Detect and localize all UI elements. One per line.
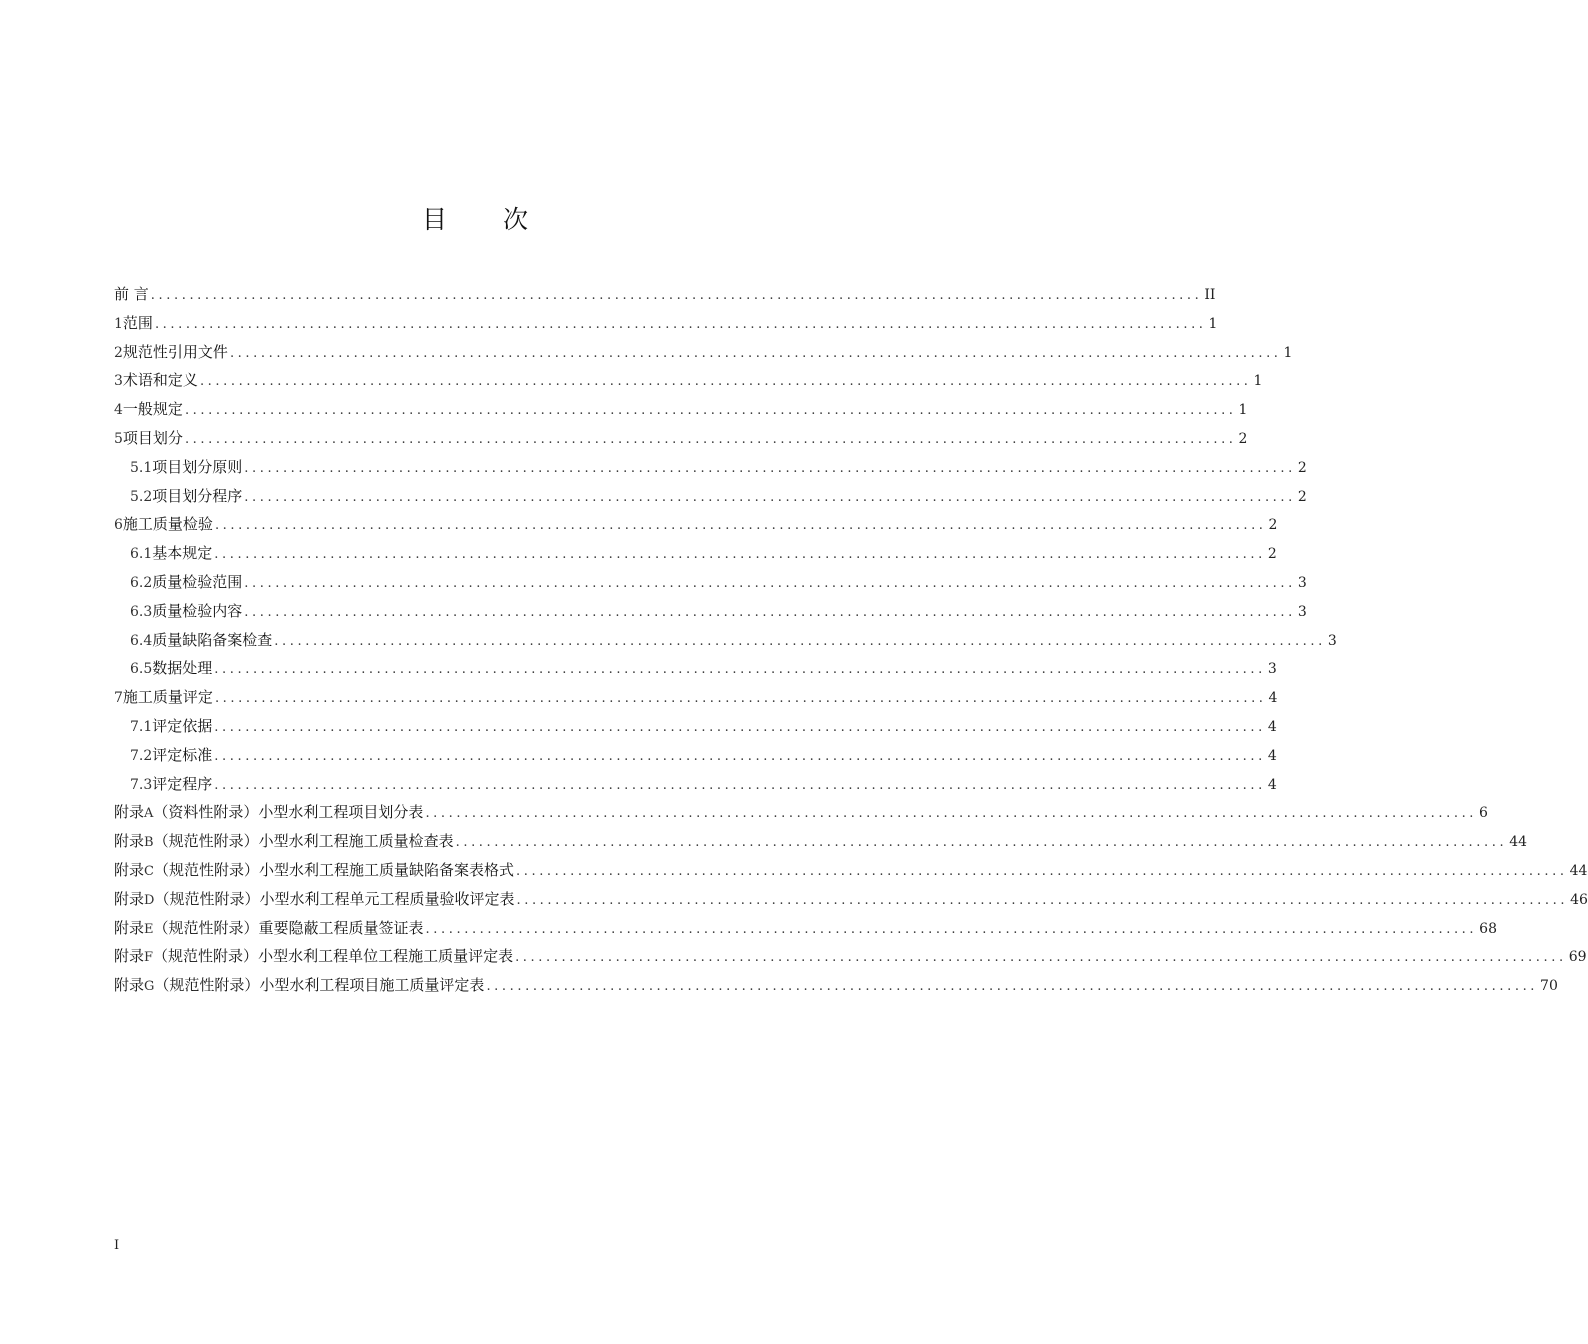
appendix-letter: G (144, 979, 155, 995)
toc-leader-dots: ........................................................................................................................................ (515, 950, 1567, 966)
toc-entry-label: 施工质量检验 (122, 515, 213, 534)
toc-page-number: 2 (1238, 430, 1248, 447)
toc-leader-dots: ........................................................................................................................................ (214, 662, 1266, 678)
toc-entry-number: 6.1 (130, 546, 153, 563)
toc-entry-label: 小型水利工程项目划分表 (258, 803, 424, 822)
toc-entry-label: 数据处理 (152, 659, 213, 678)
toc-leader-dots: ........................................................................................................................................ (244, 489, 1296, 505)
appendix-kind: （规范性附录） (153, 860, 259, 879)
appendix-prefix: 附录 (114, 889, 145, 908)
toc-entry-number: 7.1 (130, 718, 153, 735)
toc-entry-6[interactable] (114, 510, 1278, 539)
toc-leader-dots: ........................................................................................................................................ (214, 691, 1267, 707)
appendix-prefix: 附录 (114, 918, 145, 937)
toc-entry-4[interactable] (114, 395, 1248, 424)
toc-entry-number: 6.3 (130, 603, 153, 620)
toc-leader-dots: ........................................................................................................................................ (274, 633, 1326, 649)
toc-leader-dots: ........................................................................................................................................ (244, 460, 1296, 476)
toc-page-number: 2 (1268, 517, 1278, 534)
toc-entry-number: 5 (114, 430, 123, 447)
toc-entry-number: 5.1 (130, 459, 153, 476)
toc-entry-5[interactable] (114, 424, 1248, 453)
appendix-designation (114, 856, 259, 887)
toc-page-number: 3 (1297, 603, 1307, 620)
toc-entry-label: 一般规定 (122, 400, 183, 419)
toc-page-number: 44 (1509, 834, 1528, 851)
appendix-prefix: 附录 (114, 803, 145, 822)
toc-leader-dots: ........................................................................................................................................ (486, 979, 1539, 995)
toc-entry-label: 小型水利工程单位工程施工质量评定表 (258, 947, 514, 966)
toc-entry-number: 6.4 (130, 632, 153, 649)
toc-page-number: 2 (1267, 546, 1277, 563)
appendix-kind: （规范性附录） (153, 918, 259, 937)
toc-entry-6-2[interactable] (114, 568, 1307, 597)
toc-page-number: II (1204, 287, 1216, 303)
toc-page-number: 1 (1253, 373, 1263, 390)
toc-page-number: 44 (1569, 862, 1588, 879)
toc-entry-label: 施工质量评定 (122, 688, 213, 707)
appendix-kind: （资料性附录） (153, 803, 259, 822)
toc-entry-7-3[interactable] (114, 770, 1277, 799)
toc-leader-dots: ........................................................................................................................................ (199, 374, 1252, 390)
toc-page-number: 4 (1267, 776, 1277, 793)
page-title: 目 次 (422, 205, 552, 234)
toc-leader-dots: ........................................................................................................................................ (214, 748, 1266, 764)
toc-page-number: 4 (1267, 718, 1277, 735)
toc-entry-label: 项目划分原则 (152, 457, 243, 476)
toc-entry-2[interactable] (114, 338, 1293, 367)
toc-entry-label: 术语和定义 (122, 371, 198, 390)
toc-appendix-b[interactable] (114, 827, 1528, 856)
toc-entry-label: 评定依据 (152, 716, 213, 735)
toc-page-number: 2 (1297, 459, 1307, 476)
toc-entry-label: 小型水利工程施工质量检查表 (258, 832, 454, 851)
toc-leader-dots: ........................................................................................................................................ (154, 316, 1207, 332)
appendix-designation (114, 942, 258, 973)
appendix-kind: （规范性附录） (153, 947, 259, 966)
toc-entry-6-4[interactable] (114, 626, 1337, 655)
appendix-kind: （规范性附录） (153, 832, 259, 851)
toc-appendix-d[interactable] (114, 885, 1588, 914)
toc-entry-label: 范围 (122, 313, 153, 332)
toc-page-number: 3 (1327, 632, 1337, 649)
toc-entry-label: 基本规定 (152, 544, 213, 563)
toc-leader-dots: ........................................................................................................................................ (214, 777, 1266, 793)
toc-leader-dots: ........................................................................................................................................ (516, 863, 1568, 879)
toc-page-number: 70 (1540, 978, 1558, 995)
toc-entry-label: 小型水利工程单元工程质量验收评定表 (259, 889, 515, 908)
toc-leader-dots: ........................................................................................................................................ (184, 431, 1237, 447)
toc-entry-7-2[interactable] (114, 741, 1277, 770)
toc-appendix-g[interactable] (114, 971, 1558, 1000)
toc-entry-number: 2 (114, 344, 123, 361)
toc-entry-number: 6.2 (130, 574, 153, 591)
toc-leader-dots: ........................................................................................................................................ (150, 288, 1203, 303)
appendix-designation (114, 971, 259, 1002)
toc-entry-label: 重要隐蔽工程质量签证表 (258, 918, 424, 937)
appendix-letter: F (144, 950, 154, 966)
appendix-prefix: 附录 (114, 860, 145, 879)
toc-leader-dots: ........................................................................................................................................ (455, 835, 1508, 851)
toc-appendix-e[interactable] (114, 914, 1497, 943)
toc-entry-label: 质量检验范围 (152, 572, 243, 591)
toc-page-number: 69 (1568, 949, 1587, 966)
toc-entry-5-2[interactable] (114, 482, 1307, 511)
toc-leader-dots: ........................................................................................................................................ (214, 547, 1266, 563)
toc-entry-label: 评定标准 (152, 745, 213, 764)
toc-entry-number: 1 (114, 315, 123, 332)
toc-appendix-c[interactable] (114, 856, 1588, 885)
toc-page-number: 1 (1208, 315, 1218, 332)
toc-entry-label: 质量检验内容 (152, 601, 243, 620)
toc-entry-number: 6.5 (130, 661, 153, 678)
appendix-letter: B (144, 835, 154, 851)
appendix-letter: D (144, 892, 155, 908)
toc-leader-dots: ........................................................................................................................................ (214, 518, 1267, 534)
toc-leader-dots: ........................................................................................................................................ (425, 806, 1478, 822)
appendix-designation (114, 798, 258, 829)
toc-page-number: 4 (1268, 690, 1278, 707)
toc-entry-number: 7.2 (130, 747, 153, 764)
appendix-prefix: 附录 (114, 976, 145, 995)
toc-leader-dots: ........................................................................................................................................ (425, 921, 1478, 937)
toc-page-number: 6 (1479, 805, 1488, 822)
toc-entry-number: 3 (114, 373, 123, 390)
appendix-designation (114, 885, 259, 916)
toc-page-number: 1 (1238, 402, 1248, 419)
toc-entry-label: 项目划分程序 (152, 486, 243, 505)
toc-leader-dots: ........................................................................................................................................ (214, 719, 1266, 735)
appendix-letter: A (144, 806, 154, 822)
toc-entry-number: 7 (114, 690, 123, 707)
toc-appendix-a[interactable] (114, 798, 1488, 827)
toc-entry-label: 小型水利工程项目施工质量评定表 (259, 976, 485, 995)
toc-entry-label: 规范性引用文件 (122, 342, 228, 361)
toc-entry-5-1[interactable] (114, 453, 1307, 482)
toc-leader-dots: ........................................................................................................................................ (244, 604, 1296, 620)
toc-entry-3[interactable] (114, 366, 1263, 395)
toc-page-number: 46 (1570, 891, 1588, 908)
toc-entry-7[interactable] (114, 683, 1278, 712)
appendix-letter: C (144, 863, 154, 879)
toc-page-number: 3 (1267, 661, 1277, 678)
toc-entry-label: 前 言 (114, 285, 149, 303)
table-of-contents (114, 280, 1588, 1000)
toc-leader-dots: ........................................................................................................................................ (184, 403, 1237, 419)
appendix-kind: （规范性附录） (154, 976, 260, 995)
toc-entry-number: 4 (114, 402, 123, 419)
toc-page-number: 2 (1297, 488, 1307, 505)
toc-entry-1[interactable] (114, 309, 1218, 338)
toc-entry-label: 质量缺陷备案检查 (152, 630, 273, 649)
footer-page-number: I (114, 1238, 120, 1253)
toc-entry-label: 项目划分 (122, 428, 183, 447)
toc-entry-7-1[interactable] (114, 712, 1277, 741)
toc-entry-number: 5.2 (130, 488, 153, 505)
appendix-kind: （规范性附录） (154, 889, 260, 908)
appendix-prefix: 附录 (114, 947, 145, 966)
toc-leader-dots: ........................................................................................................................................ (516, 892, 1569, 908)
toc-entry-6-5[interactable] (114, 654, 1277, 683)
toc-entry-6-3[interactable] (114, 597, 1307, 626)
toc-leader-dots: ........................................................................................................................................ (244, 575, 1296, 591)
toc-page-number: 3 (1297, 574, 1307, 591)
appendix-letter: E (144, 921, 154, 937)
toc-entry-6-1[interactable] (114, 539, 1277, 568)
toc-entry-label: 小型水利工程施工质量缺陷备案表格式 (258, 860, 514, 879)
toc-page-number: 1 (1283, 344, 1293, 361)
toc-entry-number: 7.3 (130, 776, 153, 793)
appendix-prefix: 附录 (114, 832, 145, 851)
toc-entry-number: 6 (114, 517, 123, 534)
toc-entry-label: 评定程序 (152, 774, 213, 793)
toc-entry-preface[interactable] (114, 280, 1216, 309)
appendix-designation (114, 827, 259, 858)
toc-page-number: 68 (1479, 920, 1497, 937)
appendix-designation (114, 914, 259, 945)
toc-page-number: 4 (1267, 747, 1277, 764)
toc-leader-dots: ........................................................................................................................................ (229, 345, 1282, 361)
toc-appendix-f[interactable] (114, 942, 1587, 971)
